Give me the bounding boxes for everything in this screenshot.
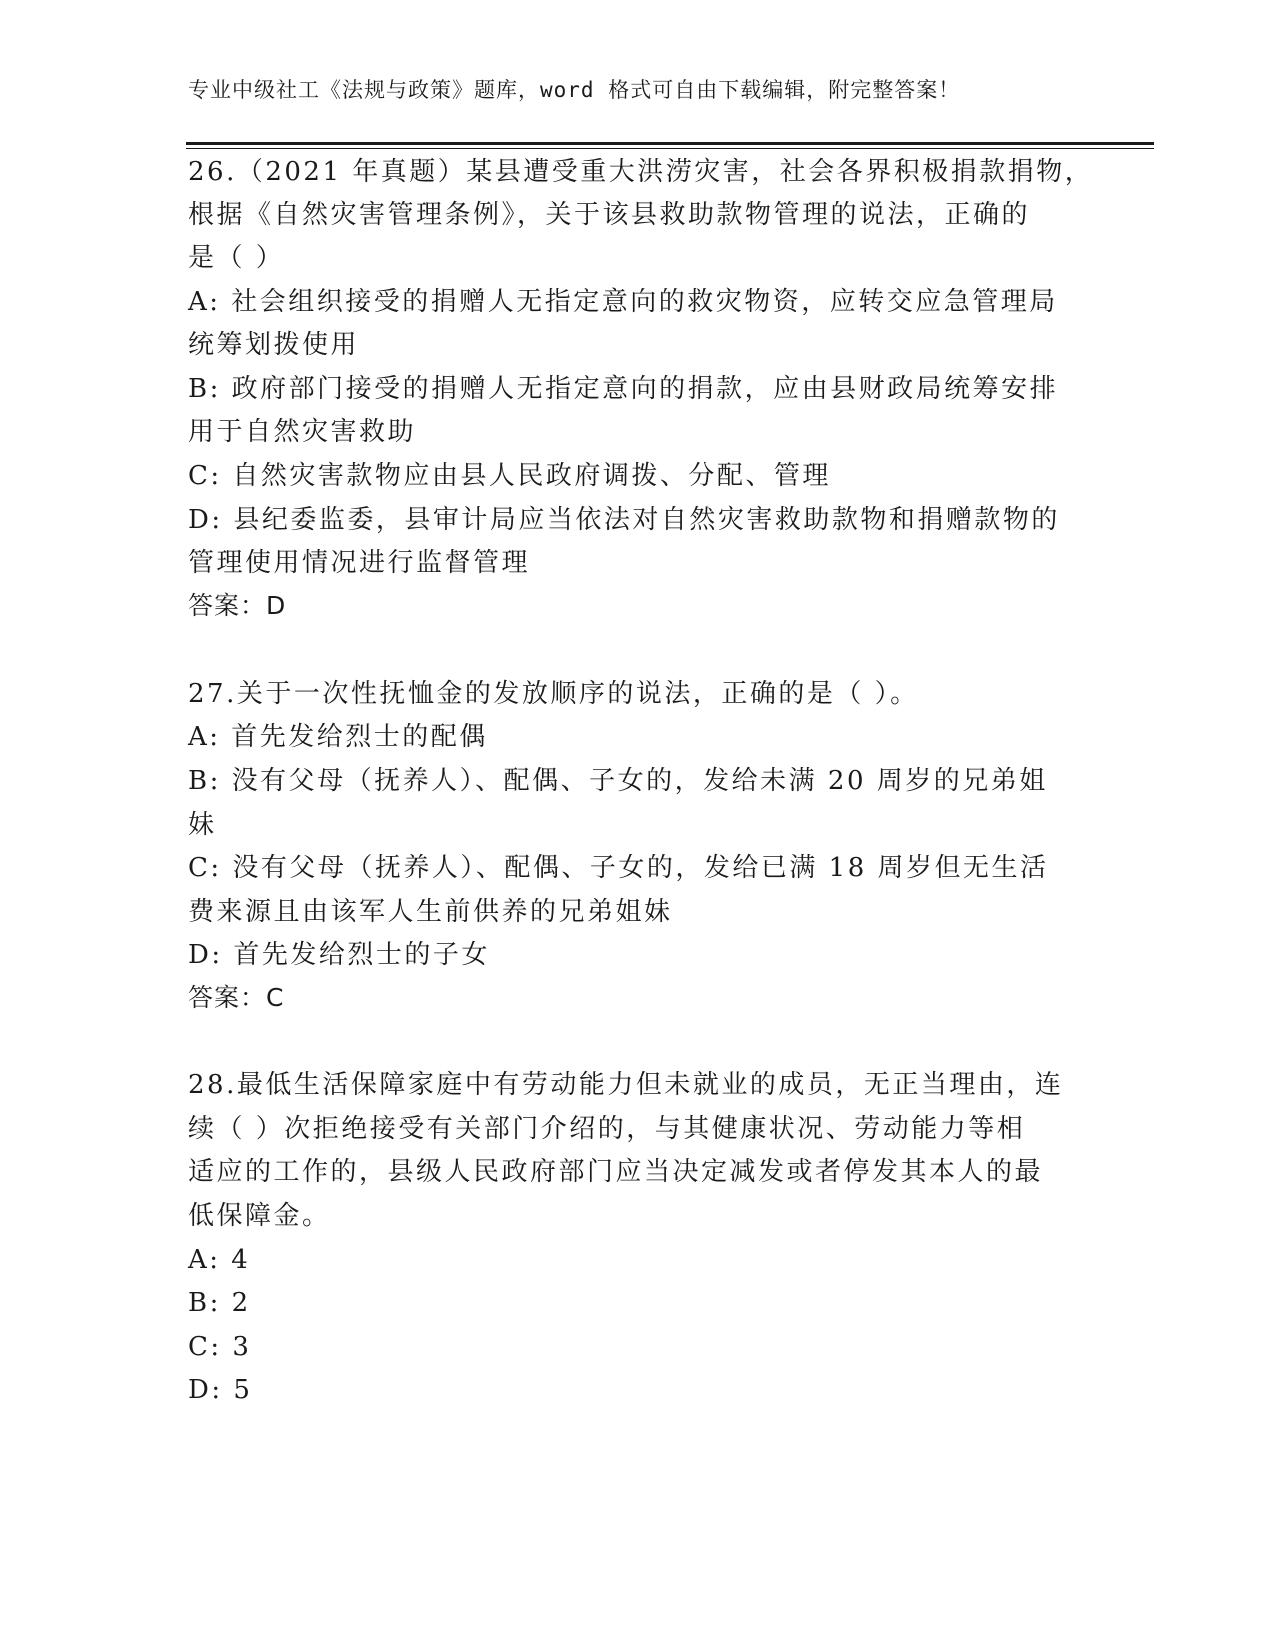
option-c: C: 没有父母（抚养人）、配偶、子女的，发给已满 18 周岁但无生活 [188, 853, 1049, 883]
page-header: 专业中级社工《法规与政策》题库，word 格式可自由下载编辑，附完整答案！ [188, 78, 961, 102]
option-a-continued: 统筹划拨使用 [188, 330, 360, 360]
option-d: D: 县纪委监委，县审计局应当依法对自然灾害救助款物和捐赠款物的 [188, 505, 1060, 535]
question-stem-line: 26.（2021 年真题）某县遭受重大洪涝灾害，社会各界积极捐款捐物， [188, 157, 1094, 187]
question-stem-line: 28.最低生活保障家庭中有劳动能力但未就业的成员，无正当理由，连 [188, 1070, 1064, 1100]
question-stem-line: 低保障金。 [188, 1201, 331, 1231]
option-b: B: 2 [188, 1288, 251, 1318]
option-b: B: 没有父母（抚养人）、配偶、子女的，发给未满 20 周岁的兄弟姐 [188, 766, 1048, 796]
option-b-continued: 用于自然灾害救助 [188, 417, 417, 447]
option-a: A: 首先发给烈士的配偶 [188, 722, 488, 752]
option-d: D: 首先发给烈士的子女 [188, 940, 490, 970]
option-c: C: 自然灾害款物应由县人民政府调拨、分配、管理 [188, 461, 831, 491]
option-c: C: 3 [188, 1332, 252, 1362]
question-stem-line: 根据《自然灾害管理条例》，关于该县救助款物管理的说法，正确的 [188, 200, 1031, 230]
option-c-continued: 费来源且由该军人生前供养的兄弟姐妹 [188, 897, 673, 927]
option-a: A: 4 [188, 1245, 251, 1275]
option-b-continued: 妹 [188, 810, 217, 840]
question-stem-line: 适应的工作的，县级人民政府部门应当决定减发或者停发其本人的最 [188, 1157, 1044, 1187]
question-stem-line: 续（ ）次拒绝接受有关部门介绍的，与其健康状况、劳动能力等相 [188, 1114, 1026, 1144]
answer-label: 答案：D [188, 591, 287, 620]
question-stem-line: 27.关于一次性抚恤金的发放顺序的说法，正确的是（ ）。 [188, 679, 919, 709]
question-stem-line: 是（ ） [188, 243, 285, 273]
option-d-continued: 管理使用情况进行监督管理 [188, 548, 531, 578]
answer-label: 答案：C [188, 983, 285, 1012]
option-b: B: 政府部门接受的捐赠人无指定意向的捐款，应由县财政局统筹安排 [188, 374, 1059, 404]
header-rule-thin [186, 148, 1154, 149]
option-d: D: 5 [188, 1375, 253, 1405]
header-rule-thick [186, 142, 1154, 145]
option-a: A: 社会组织接受的捐赠人无指定意向的救灾物资，应转交应急管理局 [188, 287, 1058, 317]
